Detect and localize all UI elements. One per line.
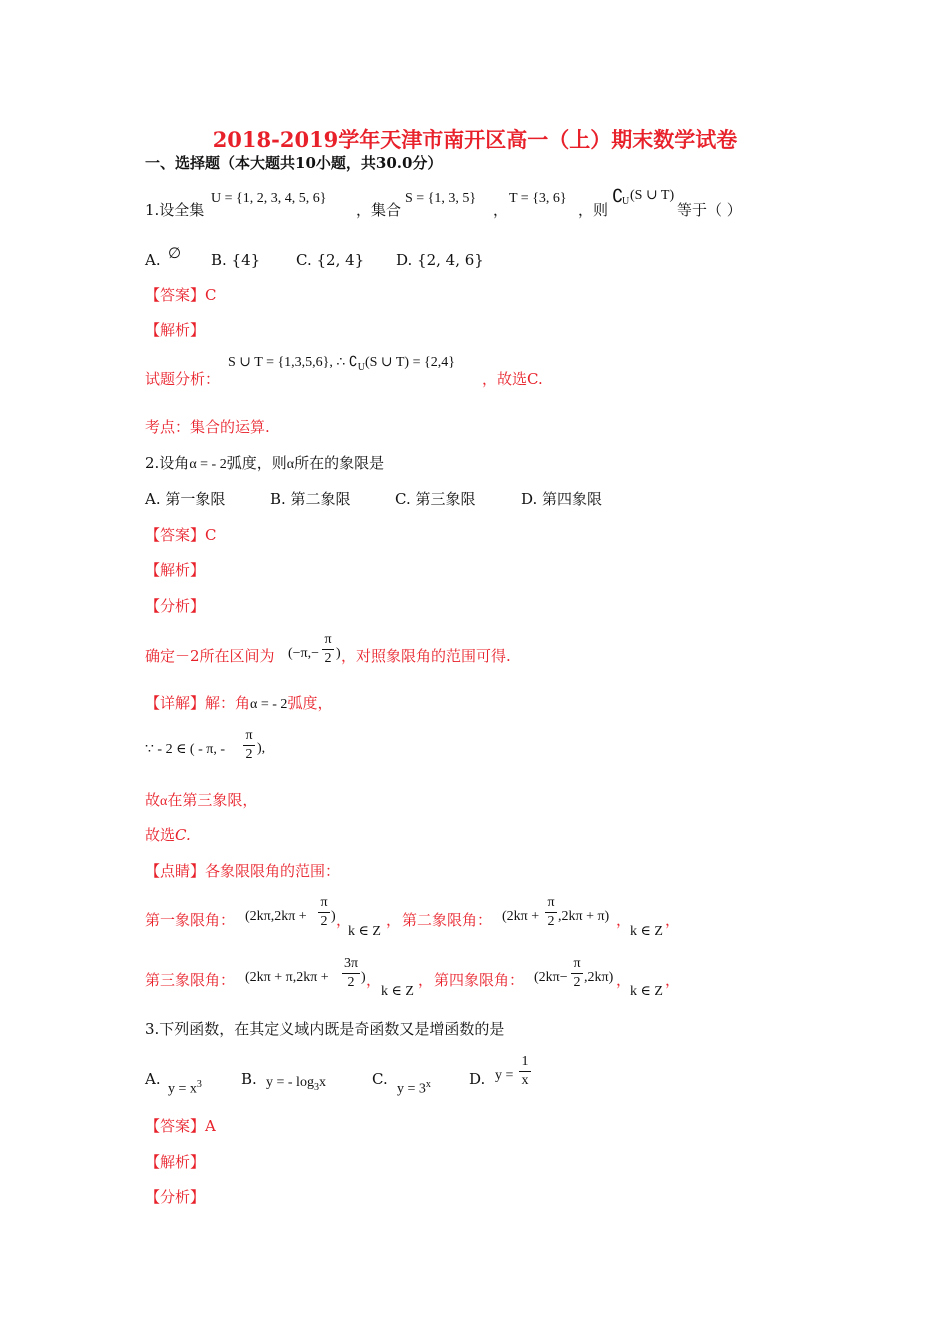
fraction-3pi-over-2: [342, 956, 360, 991]
quadrant-3-comma: ，: [366, 971, 382, 989]
q1-mid2: ，则: [578, 201, 609, 219]
quadrant-4-kz: k ∈ Z: [630, 984, 663, 999]
q1-comp-arg: (S ∪ T): [630, 188, 675, 203]
q3-option-b-math: [266, 1075, 326, 1093]
q2-because: ∵ - 2 ∈ ( - π, -: [145, 742, 225, 757]
q3-b-base: y = - log: [266, 1075, 314, 1090]
answer-value: C: [205, 286, 217, 304]
q1-analysis-prefix: 试题分析：: [145, 370, 221, 388]
fraction-pi-over-2: [243, 728, 255, 763]
q3-fenxi-label: 【分析】: [145, 1188, 206, 1206]
fraction-1-over-x: [519, 1054, 531, 1089]
q3-option-b: B.: [241, 1070, 257, 1088]
q2-point-text: 各象限限角的范围：: [205, 862, 341, 880]
q2-detail-b: 弧度，: [287, 694, 333, 712]
q1-set-u: U = {1, 2, 3, 4, 5, 6}: [211, 191, 327, 206]
frac-num: π: [324, 632, 332, 647]
q2-stem-b: 弧度，则: [226, 454, 287, 472]
quadrant-1-label: 第一象限角：: [145, 911, 236, 929]
q2-detail-line: [145, 693, 332, 715]
q2-fenxi-m2: ): [336, 646, 341, 661]
q2-fenxi-b: ，对照象限角的范围可得.: [341, 647, 511, 665]
q2-option-a: A. 第一象限: [145, 490, 226, 508]
frac-bar: [545, 912, 557, 913]
frac-num: π: [547, 895, 555, 910]
q3-answer-tag: 【答案】: [145, 1117, 206, 1135]
frac-den: x: [521, 1073, 529, 1088]
q1-analysis-math-b: (S ∪ T) = {2,4}: [364, 355, 455, 370]
q1-option-c: C. {2, 4}: [296, 251, 365, 269]
q2-gu1: [145, 790, 257, 812]
analysis-label: 【解析】: [145, 321, 206, 339]
frac-bar: [243, 745, 255, 746]
q2-gu1-alpha: α: [160, 794, 168, 809]
q2-point-label: 【点睛】: [145, 862, 206, 880]
q2-option-d: D. 第四象限: [521, 490, 603, 508]
answer-label: [145, 285, 217, 305]
q1-analysis-math: [228, 354, 455, 373]
frac-bar: [318, 912, 330, 913]
page-title: 2018-2019学年天津市南开区高一（上）期末数学试卷: [212, 127, 738, 152]
quadrant-2-m2: ,2kπ + π): [558, 909, 610, 924]
q2-answer-label: [145, 525, 217, 545]
frac-bar: [519, 1071, 531, 1072]
frac-den: 2: [324, 651, 332, 666]
quadrant-4-comma2: ，: [665, 971, 681, 989]
q3-c-sup: x: [425, 1079, 431, 1090]
q3-b-x: x: [318, 1075, 326, 1090]
quadrant-1-kz: k ∈ Z: [348, 924, 381, 939]
frac-bar: [342, 973, 360, 974]
q2-gu2: [145, 825, 191, 845]
q2-gu2-a: 故选: [145, 826, 176, 844]
q2-fenxi-a: 确定－2所在区间为: [145, 647, 275, 665]
frac-bar: [322, 649, 334, 650]
section-heading: 一、选择题（本大题共10小题，共30.0分）: [145, 154, 443, 172]
q1-analysis-math-a: S ∪ T = {1,3,5,6}, ∴ ∁: [228, 355, 358, 370]
quadrant-4-m1: (2kπ−: [534, 970, 568, 985]
frac-num: π: [245, 728, 253, 743]
quadrant-1-comma2: ，: [386, 911, 402, 929]
frac-den: 2: [245, 747, 253, 762]
q2-stem: [145, 453, 384, 475]
fraction-pi-over-2: [571, 956, 583, 991]
q1-mid1: ，集合: [356, 201, 402, 219]
quadrant-4-comma: ，: [616, 971, 632, 989]
q3-answer-value: A: [205, 1117, 216, 1135]
q1-set-t: T = {3, 6}: [509, 191, 567, 206]
q1-comma: ，: [493, 201, 509, 219]
q2-gu2-c: C.: [175, 826, 191, 844]
q3-c-base: y = 3: [397, 1081, 426, 1097]
q2-answer-tag: 【答案】: [145, 526, 206, 544]
q2-analysis-label: 【解析】: [145, 561, 206, 579]
q1-option-d: D. {2, 4, 6}: [396, 251, 484, 269]
q3-a-base: y = x: [168, 1081, 197, 1097]
q2-stem-c: 所在的象限是: [294, 454, 385, 472]
frac-den: 2: [320, 914, 328, 929]
q2-detail-a: 解：角: [205, 694, 251, 712]
q1-prefix: 1.设全集: [145, 201, 205, 219]
q2-stem-math: α = - 2: [189, 457, 227, 472]
q2-fenxi-m1: (−π,−: [288, 646, 320, 661]
quadrant-2-m1: (2kπ +: [502, 909, 540, 924]
q2-point: [145, 861, 340, 881]
frac-den: 2: [547, 914, 555, 929]
q2-fenxi-label: 【分析】: [145, 597, 206, 615]
q1-option-b: B. {4}: [211, 251, 261, 269]
q1-option-a: A.: [145, 251, 161, 269]
quadrant-1-m1: (2kπ,2kπ +: [245, 909, 307, 924]
q1-analysis-suffix: ，故选C.: [482, 370, 543, 388]
frac-num: π: [573, 956, 581, 971]
q2-stem-alpha: α: [286, 457, 295, 472]
q2-gu1-a: 故: [145, 791, 161, 809]
q2-answer-value: C: [205, 526, 217, 544]
quadrant-3-comma2: ，: [418, 971, 434, 989]
q3-option-d: D.: [469, 1070, 486, 1088]
empty-set-icon: ∅: [168, 246, 182, 262]
frac-den: 2: [347, 975, 355, 990]
q3-option-d-math: y =: [495, 1068, 514, 1083]
frac-num: 3π: [343, 956, 359, 971]
frac-bar: [571, 973, 583, 974]
fraction-pi-over-2: [545, 895, 557, 930]
complement-sub: U: [622, 196, 630, 207]
q3-b-sub: 3: [313, 1081, 319, 1093]
q2-because-end: ),: [257, 741, 266, 756]
quadrant-2-comma2: ，: [665, 911, 681, 929]
q2-detail-label: 【详解】: [145, 694, 206, 712]
q3-option-a: A.: [145, 1070, 161, 1088]
q1-set-s: S = {1, 3, 5}: [405, 191, 477, 206]
q3-answer-label: [145, 1116, 216, 1136]
q1-suffix: 等于（ ）: [677, 201, 742, 219]
q2-option-c: C. 第三象限: [395, 490, 476, 508]
q2-option-b: B. 第二象限: [270, 490, 351, 508]
quadrant-4-label: 第四象限角：: [434, 971, 525, 989]
complement-symbol: ∁: [612, 186, 624, 206]
q2-stem-a: 2.设角: [145, 454, 190, 472]
frac-num: π: [320, 895, 328, 910]
q1-kaodian: 考点：集合的运算.: [145, 418, 270, 436]
frac-den: 2: [573, 975, 581, 990]
q3-option-a-math: [168, 1079, 202, 1098]
quadrant-3-kz: k ∈ Z: [381, 984, 414, 999]
q3-analysis-label: 【解析】: [145, 1153, 206, 1171]
quadrant-2-comma: ，: [616, 911, 632, 929]
quadrant-4-m2: ,2kπ): [584, 970, 614, 985]
q2-gu1-b: 在第三象限，: [167, 791, 258, 809]
q3-a-sup: 3: [196, 1079, 202, 1090]
q3-option-c: C.: [372, 1070, 388, 1088]
quadrant-2-label: 第二象限角：: [402, 911, 493, 929]
quadrant-3-label: 第三象限角：: [145, 971, 236, 989]
quadrant-3-m1: (2kπ + π,2kπ +: [245, 970, 329, 985]
frac-num: 1: [521, 1054, 529, 1069]
quadrant-1-comma: ，: [336, 911, 352, 929]
quadrant-2-kz: k ∈ Z: [630, 924, 663, 939]
q1-analysis-sub: U: [357, 361, 365, 373]
q3-stem: 3.下列函数，在其定义域内既是奇函数又是增函数的是: [145, 1020, 505, 1038]
fraction-pi-over-2: [318, 895, 330, 930]
q3-option-c-math: [397, 1079, 431, 1098]
quadrant-3-m2: ): [361, 970, 366, 985]
q2-detail-math: α = - 2: [250, 697, 288, 712]
fraction-pi-over-2: [322, 632, 334, 667]
quadrant-1-m2: ): [331, 909, 336, 924]
answer-tag: 【答案】: [145, 286, 206, 304]
